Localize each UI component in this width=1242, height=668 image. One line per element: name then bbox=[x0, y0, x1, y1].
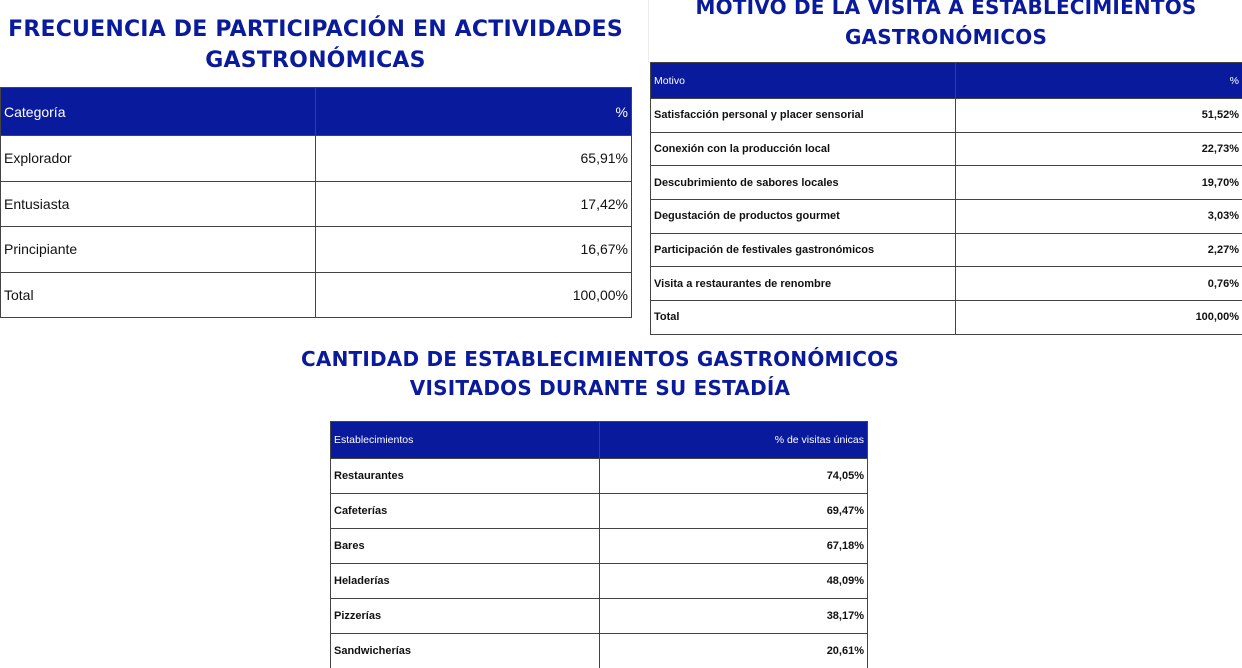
row-value: 17,42% bbox=[316, 181, 632, 227]
column-header-percent: % bbox=[316, 88, 632, 136]
row-label: Conexión con la producción local bbox=[651, 132, 956, 166]
row-label: Cafeterías bbox=[331, 494, 600, 529]
table-row bbox=[651, 166, 1242, 200]
establecimientos-title bbox=[300, 345, 900, 402]
row-label: Degustación de productos gourmet bbox=[651, 200, 956, 234]
row-value: 67,18% bbox=[600, 529, 868, 564]
row-value: 2,27% bbox=[956, 233, 1242, 267]
row-value: 51,52% bbox=[956, 99, 1242, 133]
table-header-row bbox=[331, 422, 868, 459]
row-value: 69,47% bbox=[600, 494, 868, 529]
column-header-percent: % bbox=[956, 63, 1242, 99]
table-row bbox=[1, 227, 632, 273]
row-label: Participación de festivales gastronómicos bbox=[651, 233, 956, 267]
row-label: Pizzerías bbox=[331, 599, 600, 634]
row-label: Total bbox=[651, 301, 956, 335]
table-header-row bbox=[1, 88, 632, 136]
motivo-title-line-1: MOTIVO DE LA VISITA A ESTABLECIMIENTOS bbox=[695, 0, 1197, 19]
table-header-row bbox=[651, 63, 1242, 99]
table-row bbox=[331, 494, 868, 529]
row-label: Restaurantes bbox=[331, 459, 600, 494]
establecimientos-table bbox=[330, 421, 868, 668]
row-value: 20,61% bbox=[600, 634, 868, 668]
row-value: 48,09% bbox=[600, 564, 868, 599]
table-row bbox=[651, 99, 1242, 133]
motivo-table bbox=[650, 62, 1242, 335]
table-row bbox=[331, 634, 868, 668]
frecuencia-title bbox=[0, 14, 631, 76]
table-row bbox=[1, 136, 632, 182]
row-label: Principiante bbox=[1, 227, 316, 273]
table-row bbox=[651, 132, 1242, 166]
row-value: 3,03% bbox=[956, 200, 1242, 234]
motivo-title bbox=[650, 0, 1242, 52]
row-label: Heladerías bbox=[331, 564, 600, 599]
establecimientos-title-line-1: CANTIDAD DE ESTABLECIMIENTOS GASTRONÓMICOS bbox=[301, 347, 899, 371]
row-label: Bares bbox=[331, 529, 600, 564]
table-row bbox=[331, 599, 868, 634]
motivo-title-line-2: GASTRONÓMICOS bbox=[844, 25, 1048, 49]
table-row-total bbox=[651, 301, 1242, 335]
row-value: 0,76% bbox=[956, 267, 1242, 301]
table-row bbox=[651, 233, 1242, 267]
establecimientos-title-line-2: VISITADOS DURANTE SU ESTADÍA bbox=[409, 375, 791, 400]
table-row bbox=[651, 267, 1242, 301]
row-value: 100,00% bbox=[956, 301, 1242, 335]
row-value: 65,91% bbox=[316, 136, 632, 182]
column-header-motivo: Motivo bbox=[651, 63, 956, 99]
row-value: 74,05% bbox=[600, 459, 868, 494]
row-label: Visita a restaurantes de renombre bbox=[651, 267, 956, 301]
column-header-visitas-unicas: % de visitas únicas bbox=[600, 422, 868, 459]
column-header-categoria: Categoría bbox=[1, 88, 316, 136]
row-label: Explorador bbox=[1, 136, 316, 182]
row-label: Sandwicherías bbox=[331, 634, 600, 668]
row-value: 38,17% bbox=[600, 599, 868, 634]
table-row bbox=[331, 529, 868, 564]
frecuencia-title-line-1: FRECUENCIA DE PARTICIPACIÓN EN ACTIVIDADES bbox=[8, 17, 623, 42]
row-label: Descubrimiento de sabores locales bbox=[651, 166, 956, 200]
table-row bbox=[331, 564, 868, 599]
table-row bbox=[651, 200, 1242, 234]
row-label: Total bbox=[1, 272, 316, 318]
row-label: Satisfacción personal y placer sensorial bbox=[651, 99, 956, 133]
row-value: 19,70% bbox=[956, 166, 1242, 200]
table-row bbox=[331, 459, 868, 494]
panel-divider bbox=[648, 0, 649, 62]
row-value: 22,73% bbox=[956, 132, 1242, 166]
table-row bbox=[1, 181, 632, 227]
frecuencia-title-line-2: GASTRONÓMICAS bbox=[205, 48, 426, 73]
row-label: Entusiasta bbox=[1, 181, 316, 227]
frecuencia-table bbox=[0, 87, 632, 318]
column-header-establecimientos: Establecimientos bbox=[331, 422, 600, 459]
row-value: 16,67% bbox=[316, 227, 632, 273]
row-value: 100,00% bbox=[316, 272, 632, 318]
table-row-total bbox=[1, 272, 632, 318]
